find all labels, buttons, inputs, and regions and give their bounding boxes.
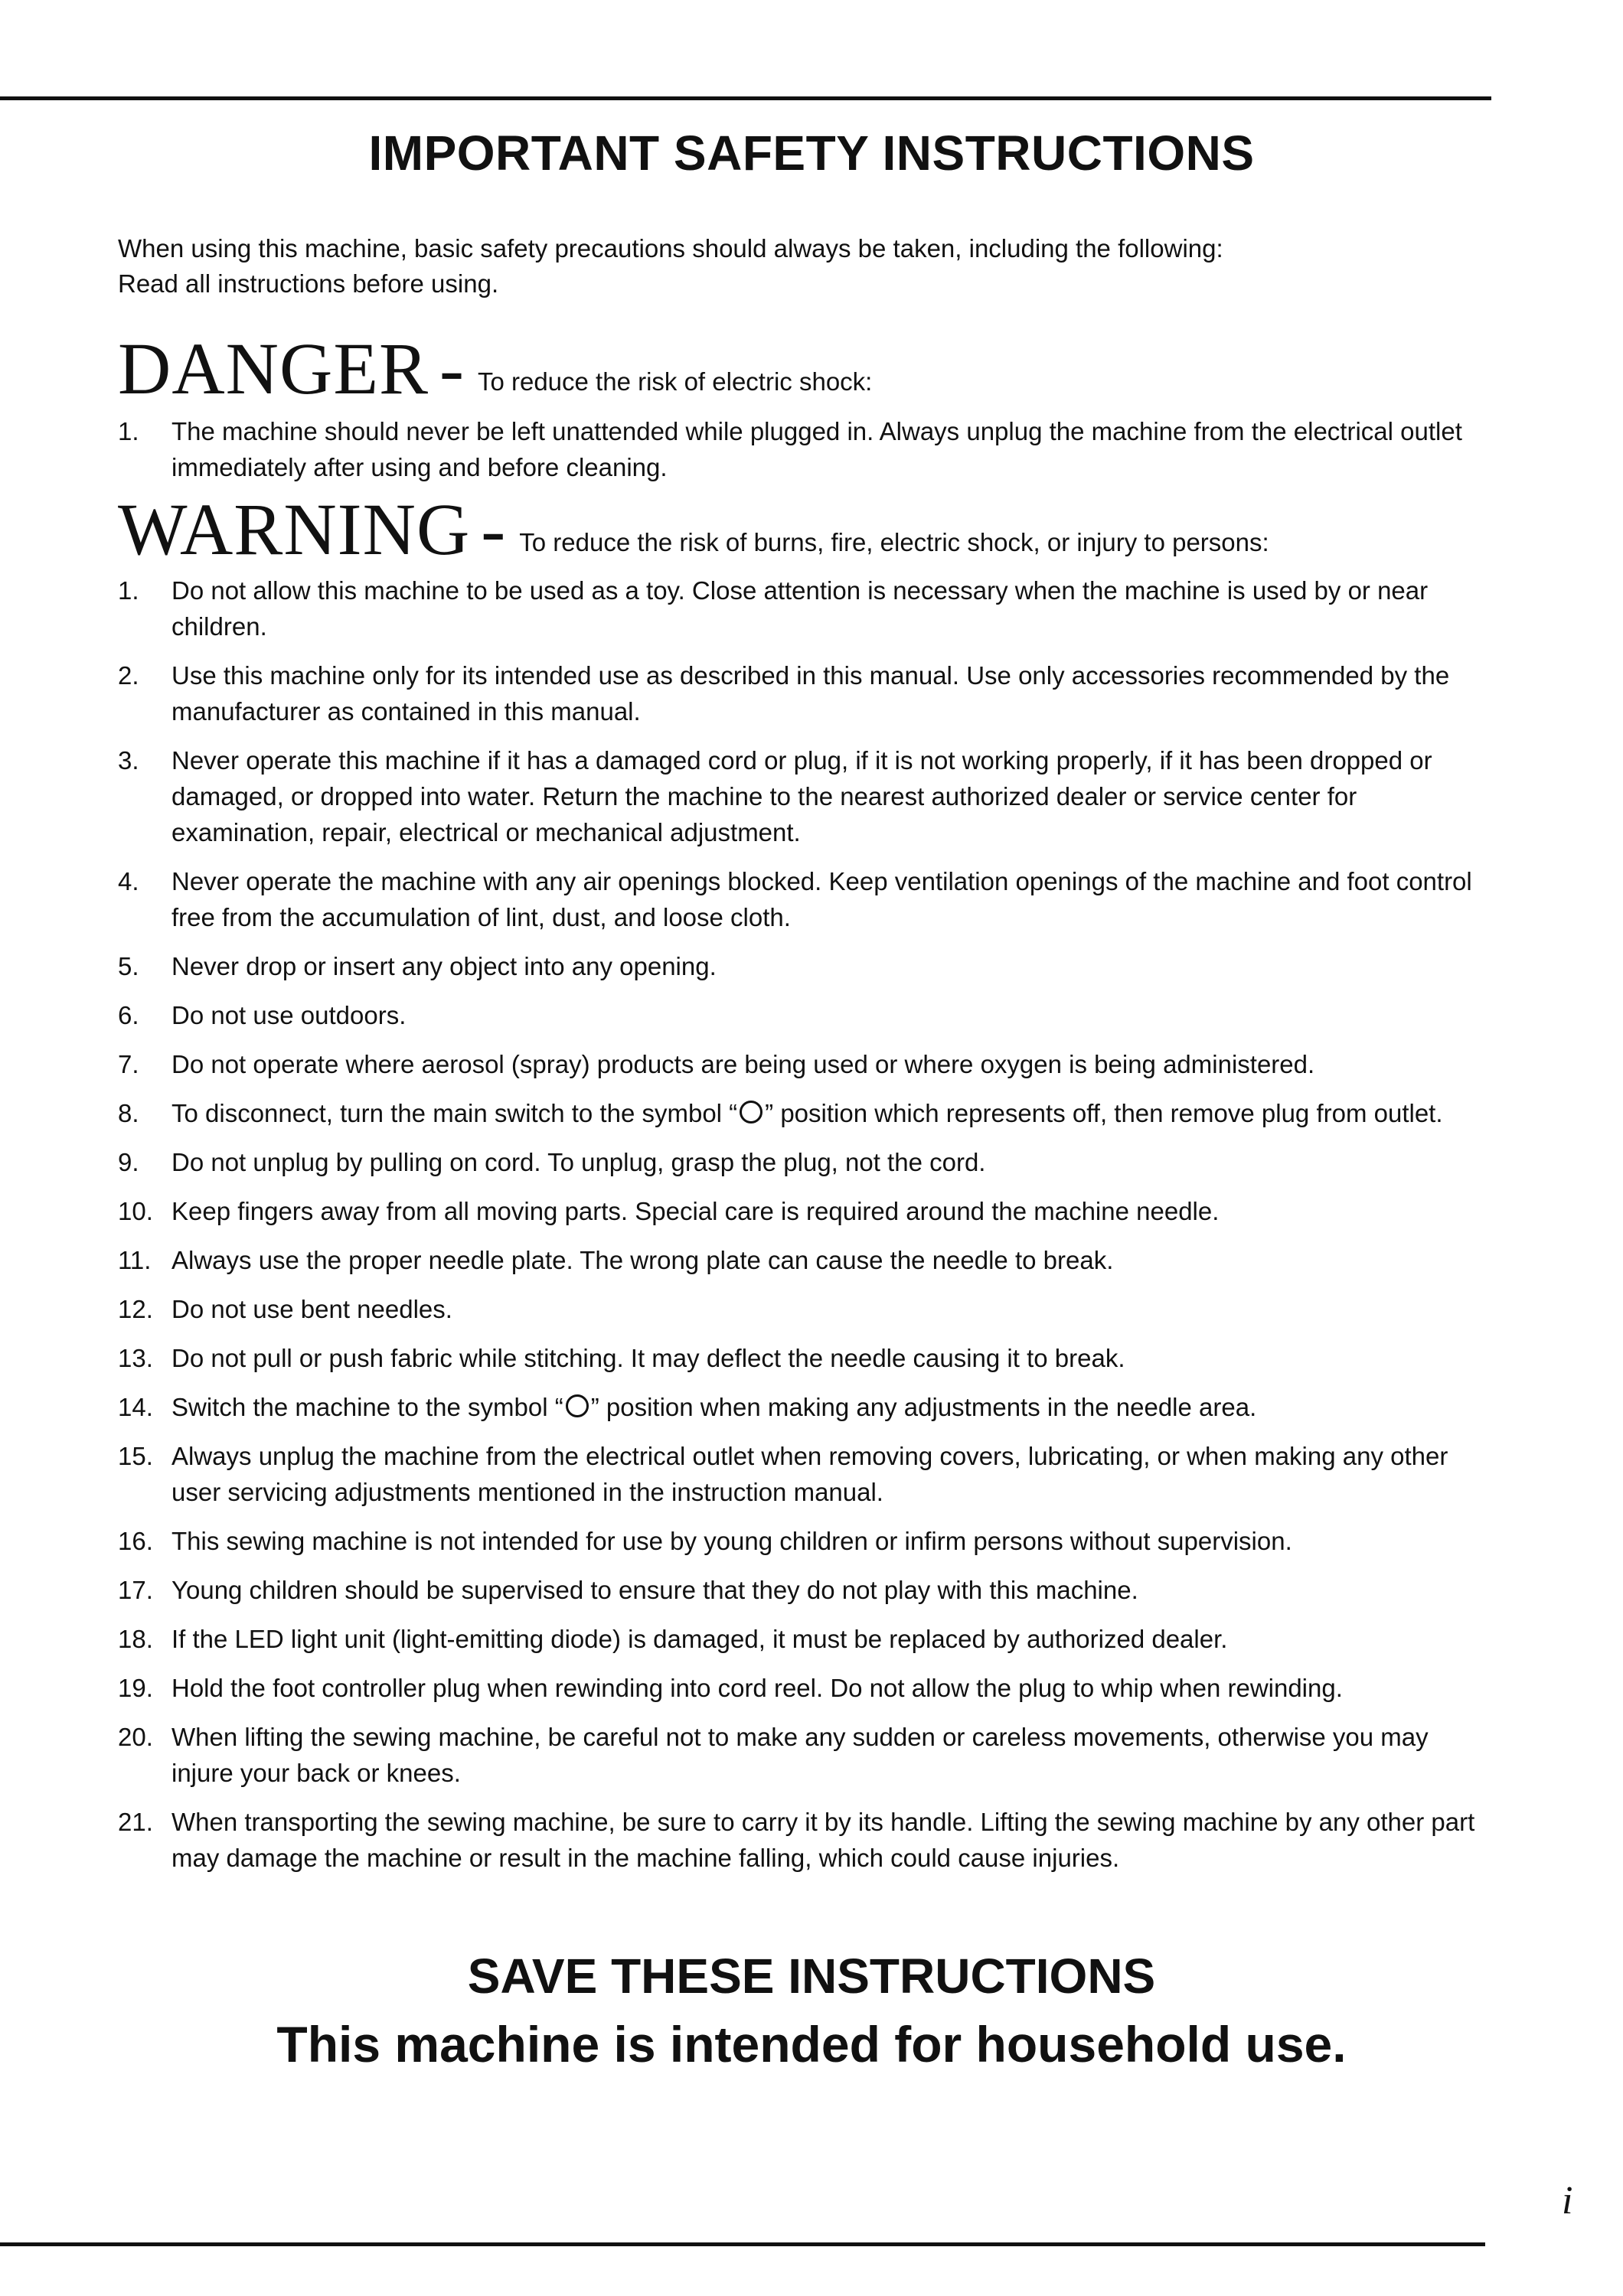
warning-heading [118, 488, 1269, 570]
item-number: 1. [118, 417, 139, 445]
item-number: 9. [118, 1148, 139, 1176]
list-item [118, 1144, 1496, 1180]
item-text: Do not use outdoors. [171, 1001, 407, 1029]
item-text: Always unplug the machine from the electrical outlet when removing covers, lubricating, or when making any other user servicing adjustments mentioned in the instruction manual. [171, 1442, 1448, 1506]
item-number: 8. [118, 1099, 139, 1127]
item-number: 5. [118, 952, 139, 980]
item-text: Do not allow this machine to be used as a toy. Close attention is necessary when the machine is used by or near children. [171, 576, 1429, 641]
warning-dash: - [481, 488, 506, 570]
bottom-rule [0, 2242, 1485, 2246]
list-item [118, 1438, 1496, 1510]
item-number: 13. [118, 1344, 153, 1372]
list-item [118, 1523, 1496, 1559]
item-number: 3. [118, 746, 139, 775]
list-item [118, 1389, 1496, 1425]
list-item [118, 1095, 1496, 1131]
item-text: When transporting the sewing machine, be sure to carry it by its handle. Lifting the sewing machine by any other part may damage the machine or result in the machine falling, which could cause injuries. [171, 1808, 1475, 1872]
intro-text [118, 231, 1481, 302]
danger-dash: - [439, 328, 464, 409]
off-symbol-icon [566, 1394, 589, 1417]
save-instructions-heading: SAVE THESE INSTRUCTIONS [467, 1949, 1156, 2004]
item-text: Do not unplug by pulling on cord. To unplug, grasp the plug, not the cord. [171, 1148, 986, 1176]
intro-line-1: When using this machine, basic safety precautions should always be taken, including the following: [118, 234, 1223, 263]
list-item [118, 1340, 1496, 1376]
item-text: Never operate the machine with any air openings blocked. Keep ventilation openings of the machine and foot control free from the accumulation of lint, dust, and loose cloth. [171, 867, 1472, 931]
item-number: 4. [118, 867, 139, 895]
item-text: If the LED light unit (light-emitting diode) is damaged, it must be replaced by authorized dealer. [171, 1625, 1228, 1653]
household-use-note: This machine is intended for household use. [276, 2016, 1347, 2073]
warning-list [118, 572, 1496, 1889]
item-number: 1. [118, 576, 139, 605]
item-number: 20. [118, 1723, 153, 1751]
item-text-after: ” position when making any adjustments in the needle area. [590, 1393, 1257, 1421]
item-number: 10. [118, 1197, 153, 1225]
item-text: Never operate this machine if it has a damaged cord or plug, if it is not working properly, if it has been dropped or damaged, or dropped into water. Return the machine to the nearest authorized dealer or service center for examination, repair, electrical or mechanical adjustment. [171, 746, 1432, 846]
list-item [118, 997, 1496, 1033]
item-text: Do not use bent needles. [171, 1295, 452, 1323]
item-text: The machine should never be left unattended while plugged in. Always unplug the machine from the electrical outlet immediately after using and before cleaning. [171, 417, 1462, 481]
top-rule [0, 96, 1491, 100]
off-symbol-icon [740, 1101, 763, 1124]
item-text: Hold the foot controller plug when rewinding into cord reel. Do not allow the plug to whip when rewinding. [171, 1674, 1343, 1702]
item-number: 18. [118, 1625, 153, 1653]
item-text-before: Switch the machine to the symbol “ [171, 1393, 563, 1421]
intro-line-2: Read all instructions before using. [118, 269, 499, 298]
item-number: 11. [118, 1246, 152, 1274]
item-number: 16. [118, 1527, 153, 1555]
item-text: Young children should be supervised to ensure that they do not play with this machine. [171, 1576, 1138, 1604]
item-number: 12. [118, 1295, 153, 1323]
item-number: 6. [118, 1001, 139, 1029]
item-number: 7. [118, 1050, 139, 1078]
list-item [118, 1242, 1496, 1278]
item-text: Always use the proper needle plate. The wrong plate can cause the needle to break. [171, 1246, 1114, 1274]
list-item [118, 1046, 1496, 1082]
warning-label: WARNING [118, 488, 471, 570]
item-text: Keep fingers away from all moving parts. Special care is required around the machine needle. [171, 1197, 1220, 1225]
danger-label: DANGER [118, 328, 429, 409]
danger-heading [118, 328, 873, 409]
list-item [118, 863, 1496, 935]
item-text: When lifting the sewing machine, be careful not to make any sudden or careless movements, otherwise you may injure your back or knees. [171, 1723, 1429, 1787]
list-item [118, 1804, 1496, 1876]
list-item [118, 948, 1496, 984]
item-text: This sewing machine is not intended for use by young children or infirm persons without supervision. [171, 1527, 1292, 1555]
list-item [118, 1670, 1496, 1706]
item-text-before: To disconnect, turn the main switch to the symbol “ [171, 1099, 738, 1127]
warning-subtitle: To reduce the risk of burns, fire, electric shock, or injury to persons: [519, 528, 1269, 556]
list-item [118, 1621, 1496, 1657]
item-number: 17. [118, 1576, 153, 1604]
list-item [118, 413, 1496, 485]
item-number: 2. [118, 661, 139, 690]
item-number: 14. [118, 1393, 153, 1421]
list-item [118, 1291, 1496, 1327]
list-item [118, 1193, 1496, 1229]
danger-subtitle: To reduce the risk of electric shock: [477, 367, 873, 396]
list-item [118, 572, 1496, 644]
item-text: Do not operate where aerosol (spray) products are being used or where oxygen is being administered. [171, 1050, 1315, 1078]
list-item [118, 1719, 1496, 1791]
page-title: IMPORTANT SAFETY INSTRUCTIONS [368, 126, 1255, 181]
page-number: i [1562, 2179, 1573, 2223]
item-text: Do not pull or push fabric while stitching. It may deflect the needle causing it to break. [171, 1344, 1125, 1372]
item-number: 19. [118, 1674, 153, 1702]
item-number: 21. [118, 1808, 153, 1836]
list-item [118, 1572, 1496, 1608]
item-number: 15. [118, 1442, 153, 1470]
danger-list [118, 413, 1496, 485]
list-item [118, 657, 1496, 729]
item-text: Use this machine only for its intended use as described in this manual. Use only accessories recommended by the manufacturer as contained in this manual. [171, 661, 1450, 726]
item-text-after: ” position which represents off, then remove plug from outlet. [765, 1099, 1443, 1127]
list-item [118, 742, 1496, 850]
item-text: Never drop or insert any object into any opening. [171, 952, 717, 980]
